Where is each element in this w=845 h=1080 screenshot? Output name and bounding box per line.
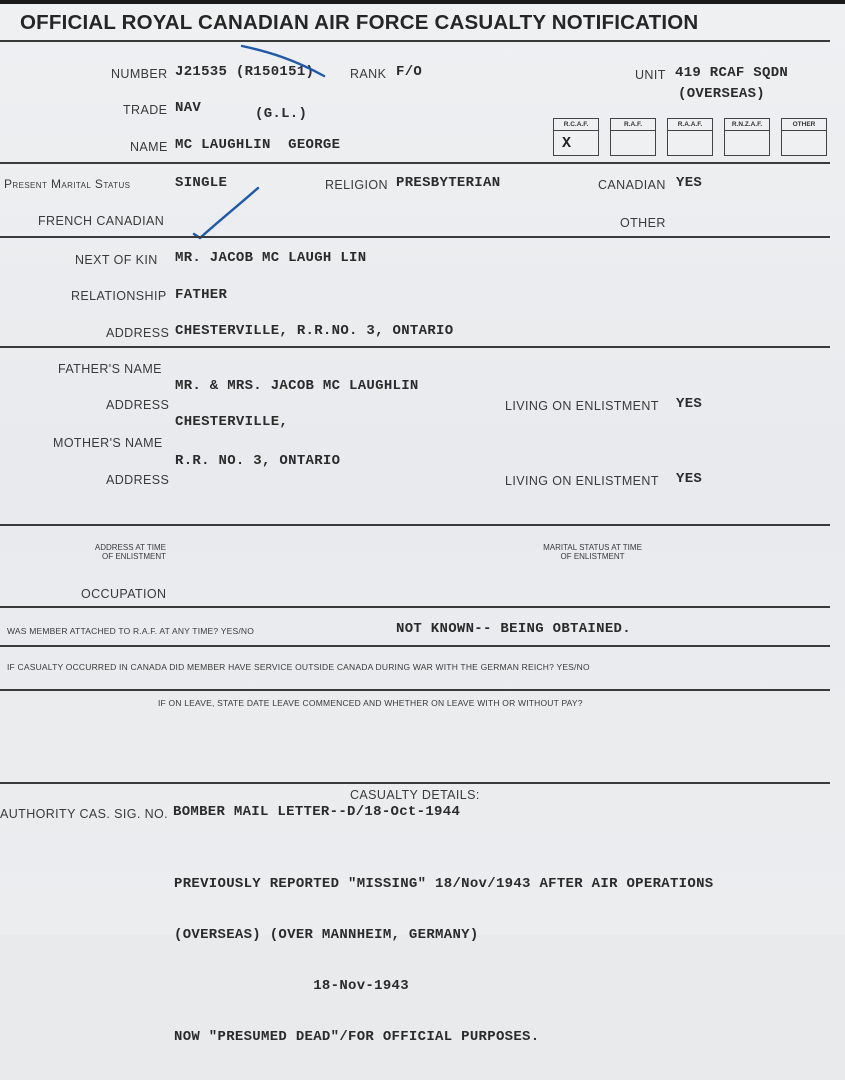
force-box-raf[interactable] [610,118,656,156]
mother-living-value: YES [676,471,703,487]
father-address-label: ADDRESS [106,398,170,412]
casualty-details-header: CASUALTY DETAILS: [350,788,480,802]
unit-subtext: (OVERSEAS) [678,86,766,102]
parents-address-line1: CHESTERVILLE, [175,414,289,430]
pen-strike-icon [240,40,330,80]
force-box-label: OTHER [782,119,826,131]
force-box-label: R.C.A.F. [554,119,598,131]
force-box-rcaf[interactable] [553,118,599,156]
unit-label: UNIT [635,68,666,82]
casualty-detail-line: NOW "PRESUMED DEAD"/FOR OFFICIAL PURPOSES. [174,1029,540,1045]
leave-question: IF ON LEAVE, STATE DATE LEAVE COMMENCED AND WHETHER ON LEAVE WITH OR WITHOUT PAY? [158,698,583,708]
name-label: NAME [130,140,168,154]
mothers-name-label: MOTHER'S NAME [53,436,163,450]
mother-living-label: LIVING ON ENLISTMENT [505,474,659,488]
next-of-kin-value: MR. JACOB MC LAUGH LIN [175,250,367,266]
divider [0,606,830,608]
force-box-label: R.N.Z.A.F. [725,119,769,131]
divider [0,236,830,238]
casualty-detail-line: PREVIOUSLY REPORTED "MISSING" 18/Nov/1943 AFTER AIR OPERATIONS [174,876,714,892]
mother-address-label: ADDRESS [106,473,170,487]
rank-value: F/O [396,64,423,80]
address-at-enlistment-label [56,543,166,561]
relationship-label: RELATIONSHIP [71,289,167,303]
trade-subtext: (G.L.) [255,106,308,122]
unit-value: 419 RCAF SQDN [675,65,789,81]
other-label: OTHER [620,216,666,230]
father-living-value: YES [676,396,703,412]
marital-at-enlistment-label [520,543,665,561]
divider [0,645,830,647]
divider [0,782,830,784]
authority-label: AUTHORITY CAS. SIG. NO. [0,807,169,821]
canadian-value: YES [676,175,703,191]
force-box-label: R.A.A.F. [668,119,712,131]
name-value: MC LAUGHLIN GEORGE [175,137,341,153]
canadian-label: CANADIAN [598,178,666,192]
trade-label: TRADE [123,103,168,117]
label-line: MARITAL STATUS AT TIME [543,543,642,552]
nok-address-label: ADDRESS [106,326,170,340]
raf-attached-question: WAS MEMBER ATTACHED TO R.A.F. AT ANY TIME? YES/NO [7,626,255,636]
divider [0,40,830,42]
divider [0,689,830,691]
relationship-value: FATHER [175,287,228,303]
parents-names-value: MR. & MRS. JACOB MC LAUGHLIN [175,378,419,394]
divider [0,162,830,164]
religion-value: PRESBYTERIAN [396,175,501,191]
force-box-rnzaf[interactable] [724,118,770,156]
nok-address-value: CHESTERVILLE, R.R.NO. 3, ONTARIO [175,323,454,339]
force-box-label: R.A.F. [611,119,655,131]
casualty-detail-line: (OVERSEAS) (OVER MANNHEIM, GERMANY) [174,927,479,943]
label-line: ADDRESS AT TIME [94,543,166,552]
marital-status-label: Present Marital Status [4,177,131,191]
force-checkbox-group [553,118,827,156]
religion-label: RELIGION [325,178,388,192]
service-outside-canada-question: IF CASUALTY OCCURRED IN CANADA DID MEMBER HAVE SERVICE OUTSIDE CANADA DURING WAR WITH THE GERMAN REICH? YES/NO [7,662,590,672]
rank-label: RANK [350,67,387,81]
father-living-label: LIVING ON ENLISTMENT [505,399,659,413]
occupation-label: OCCUPATION [81,587,167,601]
trade-value: NAV [175,100,202,116]
next-of-kin-label: NEXT OF KIN [75,253,158,267]
casualty-details-text [174,842,713,1080]
raf-attached-answer: NOT KNOWN-- BEING OBTAINED. [396,621,631,637]
document-title: OFFICIAL ROYAL CANADIAN AIR FORCE CASUALTY NOTIFICATION [20,11,699,34]
casualty-detail-line: 18-Nov-1943 [174,978,409,994]
label-line: OF ENLISTMENT [560,552,625,561]
top-edge [0,0,845,4]
parents-address-line2: R.R. NO. 3, ONTARIO [175,453,341,469]
fathers-name-label: FATHER'S NAME [58,362,162,376]
pen-checkmark-icon [190,186,265,242]
divider [0,346,830,348]
force-box-raaf[interactable] [667,118,713,156]
number-label: NUMBER [111,67,168,81]
marital-status-value: SINGLE [175,175,228,191]
force-box-mark: X [562,135,572,152]
number-value: J21535 (R150151) [175,64,315,80]
force-box-other[interactable] [781,118,827,156]
label-line: OF ENLISTMENT [101,552,166,561]
divider [0,524,830,526]
authority-value: BOMBER MAIL LETTER--D/18-Oct-1944 [173,804,461,820]
french-canadian-label: FRENCH CANADIAN [38,214,165,228]
